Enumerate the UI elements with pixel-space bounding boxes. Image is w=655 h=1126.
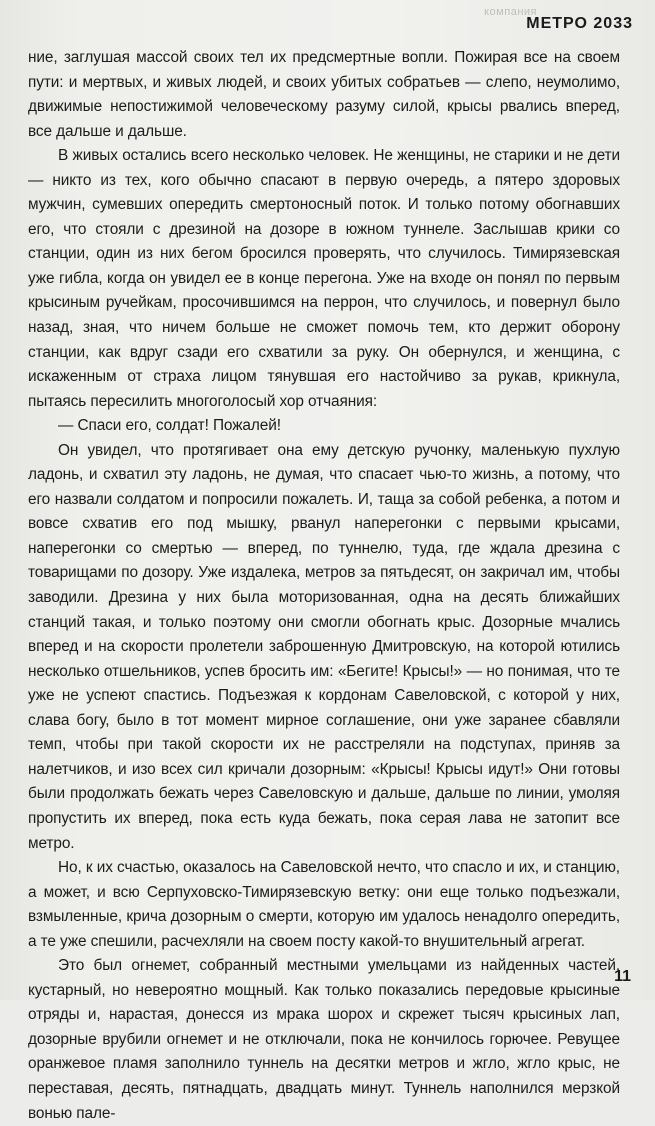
paragraph: Он увидел, что протягивает она ему детскую ручонку, маленькую пухлую ладонь, и схватил эту ладонь, не думая, что спасает чью-то жизнь, а потому, что его назвали солдатом и попросили пожалеть. И, таща за собой ребенка, а потом и вовсе схватив его под мышку, рванул наперегонки с первыми крысами, наперегонки со смертью — вперед, по туннелю, туда, где ждала дрезина с товарищами по дозору. Уже издалека, метров за пятьдесят, он закричал им, чтобы заводили. Дрезина у них была моторизованная, одна на десять ближайших станций такая, и только поэтому они смогли обогнать крыс. Дозорные мчались вперед и на скорости пролетели заброшенную Дмитровскую, на которой ютились несколько отшельников, успев бросить им: «Бегите! Крысы!» — но понимая, что те уже не успеют спастись. Подъезжая к кордонам Савеловской, с которой у них, слава богу, было в тот момент мирное соглашение, они уже заранее сбавляли темп, чтобы при такой скорости их не расстреляли на подступах, приняв за налетчиков, и изо всех сил кричали дозорным: «Крысы! Крысы идут!» Они готовы были продолжать бежать через Савеловскую и дальше, дальше по линии, умоляя пропустить их вперед, пока есть куда бежать, пока серая лава не затопит все метро.	[28, 441, 620, 852]
paragraph: Это был огнемет, собранный местными умельцами из найденных частей, кустарный, но невероятно мощный. Как только показались передовые крысиные отряды и, нарастая, донесся из мрака шорох и скрежет тысяч крысиных лап, дозорные врубили огнемет и не отключали, пока не кончилось горючее. Ревущее оранжевое пламя заполнило туннель на десятки метров и жгло, жгло крыс, не переставая, десять, пятнадцать, двадцать минут. Туннель наполнился мерзкой вонью пале-	[28, 957, 620, 1122]
running-head: МЕТРО 2033	[526, 15, 633, 32]
paragraph: — Спаси его, солдат! Пожалей!	[58, 417, 281, 435]
body-text	[28, 46, 620, 1126]
paragraph: Но, к их счастью, оказалось на Савеловской нечто, что спасло и их, и станцию, а может, и всю Серпуховско-Тимирязевскую ветку: они еще только подъезжали, взмыленные, крича дозорным о смерти, которую им удалось ненадолго опередить, а те уже спешили, расчехляли на своем посту какой-то внушительный агрегат.	[28, 859, 620, 950]
paragraph: В живых остались всего несколько человек. Не женщины, не старики и не дети — никто из тех, кого обычно спасают в первую очередь, а пятеро здоровых мужчин, сумевших опередить смертоносный поток. И только потому обогнавших его, что стояли с дрезиной на дозоре в южном туннеле. Заслышав крики со станции, один из них бегом бросился проверять, что случилось. Тимирязевская уже гибла, когда он увидел ее в конце перегона. Уже на входе он понял по первым крысиным ручейкам, просочившимся на перрон, что случилось, и повернул было назад, зная, что ничем больше не сможет помочь тем, кто держит оборону станции, как вдруг сзади его схватили за руку. Он обернулся, и женщина, с искаженным от страха лицом тянувшая его настойчиво за рукав, крикнула, пытаясь пересилить многоголосый хор отчаяния:	[28, 147, 620, 410]
show-through-text: компания	[484, 6, 537, 18]
paragraph: ние, заглушая массой своих тел их предсмертные вопли. Пожирая все на своем пути: и мертвых, и живых людей, и своих убитых собратьев — слепо, неумолимо, движимые непостижимой человеческому разуму силой, крысы рвались вперед, все дальше и дальше.	[28, 49, 620, 140]
page-number: 11	[614, 968, 631, 985]
